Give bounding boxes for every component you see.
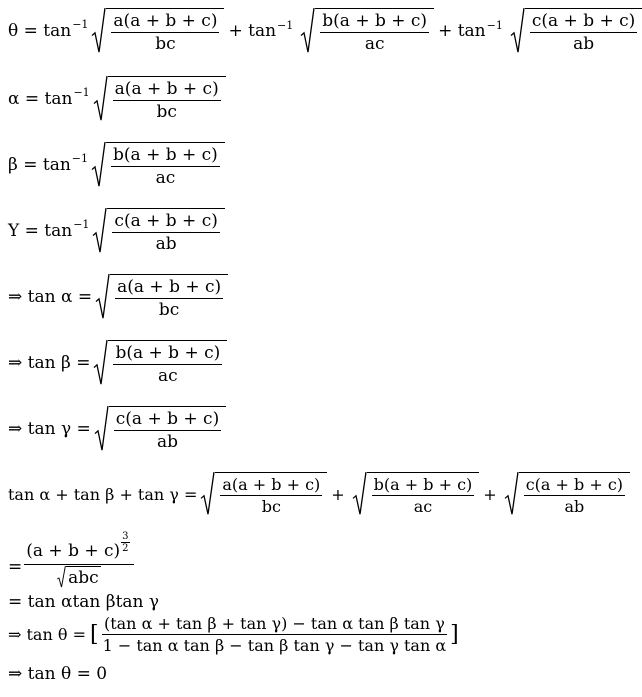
equation-beta: β = tan −1 $\frac{b(a + b + c)}{ac}$ xyxy=(8,142,225,188)
sqrt-gamma: $\frac{c(a + b + c)}{ab}$ xyxy=(93,208,224,254)
sqrt-term-a: $\frac{a(a + b + c)}{bc}$ xyxy=(92,8,224,54)
sqrt-sum-c: $\frac{c(a + b + c)}{ab}$ xyxy=(505,472,630,516)
sqrt-tan-beta: $\frac{b(a + b + c)}{ac}$ xyxy=(94,340,227,386)
sqrt-sum-a: $\frac{a(a + b + c)}{bc}$ xyxy=(201,472,327,516)
radical-icon xyxy=(95,406,109,452)
plus-tan: + $\tan^{-1}$ xyxy=(438,19,503,41)
exponent-fraction: $\frac{3}{2}$ xyxy=(122,531,129,554)
radical-icon xyxy=(511,8,525,54)
sqrt-sum-b: $\frac{b(a + b + c)}{ac}$ xyxy=(353,472,480,516)
sqrt-term-c: $\frac{c(a + b + c)}{ab}$ xyxy=(511,8,642,54)
equation-tan-alpha: ⇒ tan α = $\frac{a(a + b + c)}{bc}$ xyxy=(8,274,228,320)
radical-icon xyxy=(94,340,108,386)
radical-icon xyxy=(201,472,215,516)
equation-tan-theta-zero: ⇒ tan θ = 0 xyxy=(8,664,108,684)
sqrt-tan-gamma: $\frac{c(a + b + c)}{ab}$ xyxy=(95,406,226,452)
sqrt-alpha: $\frac{a(a + b + c)}{bc}$ xyxy=(94,76,226,122)
inverse-superscript: −1 xyxy=(72,17,89,31)
equation-gamma: Y = tan −1 $\frac{c(a + b + c)}{ab}$ xyxy=(8,208,225,254)
sqrt-tan-alpha: $\frac{a(a + b + c)}{bc}$ xyxy=(96,274,228,320)
theta-lhs: θ = tan xyxy=(8,21,72,41)
equation-tan-gamma: ⇒ tan γ = $\frac{c(a + b + c)}{ab}$ xyxy=(8,406,226,452)
radical-icon xyxy=(301,8,315,54)
sqrt-term-b: $\frac{b(a + b + c)}{ac}$ xyxy=(301,8,434,54)
plus-tan: + $\tan^{-1}$ xyxy=(228,19,294,41)
radical-icon xyxy=(57,566,66,588)
equation-tan-product: = tan αtan βtan γ xyxy=(8,592,160,612)
radical-icon xyxy=(92,142,106,188)
radical-icon xyxy=(92,8,106,54)
tan-theta-fraction: $\frac{\text{(tan α + tan β + tan γ) − tan α tan β tan γ}}{\text{1 − tan α tan β − tan β tan γ − tan γ tan α}}$ xyxy=(102,614,447,655)
equation-power-fraction: = (a + b + c) $\frac{3}{2}$ abc xyxy=(8,540,136,593)
radical-icon xyxy=(505,472,519,516)
radical-icon xyxy=(353,472,367,516)
equation-alpha: α = tan −1 $\frac{a(a + b + c)}{bc}$ xyxy=(8,76,226,122)
equation-tan-sum: tan α + tan β + tan γ = $\frac{a(a + b + c)}{bc}$ + $\frac{b(a + b + c)}{ac}$ + $\frac{c(a + b + c)}{ab}$ xyxy=(8,472,630,516)
radical-icon xyxy=(96,274,110,320)
sqrt-abc: abc xyxy=(57,566,101,588)
radical-icon xyxy=(93,208,107,254)
sqrt-beta: $\frac{b(a + b + c)}{ac}$ xyxy=(92,142,225,188)
fraction-power: (a + b + c) $\frac{3}{2}$ abc xyxy=(24,540,133,593)
equation-tan-beta: ⇒ tan β = $\frac{b(a + b + c)}{ac}$ xyxy=(8,340,227,386)
radical-icon xyxy=(94,76,108,122)
equation-tan-theta: ⇒ tan θ = [ $\frac{\text{(tan α + tan β + tan γ) − tan α tan β tan γ}}{\text{1 − tan α tan β − tan β tan γ − tan γ tan α}}$ ] xyxy=(8,614,459,655)
equation-theta-sum xyxy=(8,8,642,54)
